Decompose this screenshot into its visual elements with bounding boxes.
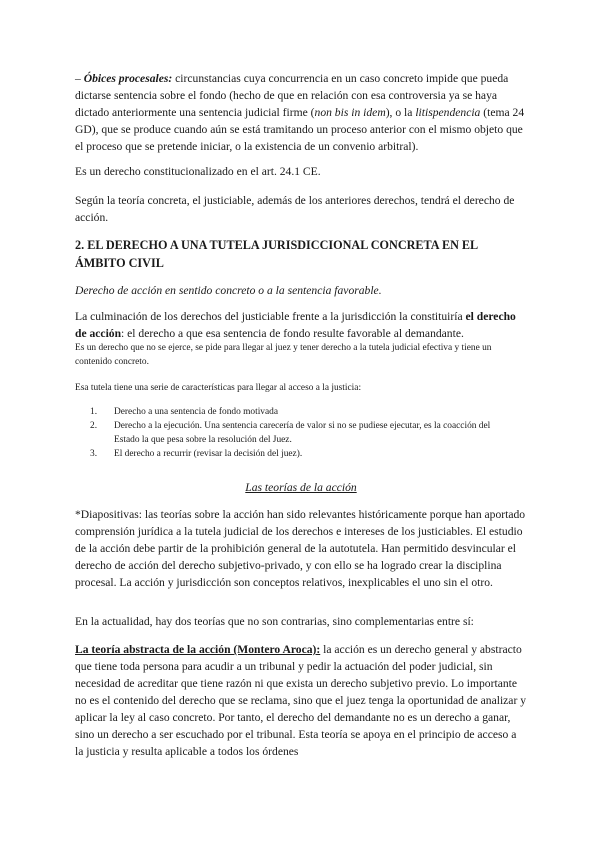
term-obices: Óbices procesales: [83,72,173,85]
text-segment: La culminación de los derechos del justiciable frente a la jurisdicción la constituiría [75,310,466,323]
italic-term: litispendencia [415,106,481,119]
list-number: 3. [90,449,98,459]
list-text: Derecho a la ejecución. Una sentencia carecería de valor si no se pudiese ejecutar, es la coacción del Estado la que pesa sobre la resolución del Juez. [114,421,491,445]
text-segment: ), o la [385,106,416,119]
paragraph-obices [75,70,527,155]
paragraph-actualidad: En la actualidad, hay dos teorías que no son contrarias, sino complementarias entre sí: [75,615,474,628]
list-number: 2. [90,421,98,431]
dash: – [75,72,84,85]
characteristics-list [90,405,510,461]
list-number: 1. [90,407,98,417]
paragraph-teoria-abstracta [75,641,527,760]
term-teoria-abstracta: La teoría abstracta de la acción (Montero Aroca): [75,643,321,656]
bold-term: el derecho de acción [75,310,516,340]
list-text: El derecho a recurrir (revisar la decisión del juez). [114,449,303,459]
subheading-text: Derecho de acción en sentido concreto o a la sentencia favorable. [75,284,382,297]
paragraph-constitucional: Es un derecho constitucionalizado en el art. 24.1 CE. [75,165,321,178]
section-title [75,479,527,496]
text-segment: : el derecho a que esa sentencia de fondo resulte favorable al demandante. [121,327,464,340]
text-segment: la acción es un derecho general y abstracto que tiene toda persona para acudir a un tribunal y pedir la actuación del poder judicial, sin necesidad de acreditar que tiene razón ni que exista un derecho subjetivo previo. Lo importante no es el contenido del derecho que se reclama, sino que el juez tenga la oportunidad de analizar y aplicar la ley al caso concreto. Por tanto, el derecho del demandante no es un derecho a ganar, sino un derecho a ser escuchado por el tribunal. Esta teoría se apoya en el principio de acceso a la justicia y resulta aplicable a todos los órdenes [75,643,527,758]
list-item [90,447,510,461]
text-segment: circunstancias cuya concurrencia en un caso concreto impide que pueda dictarse sentencia sobre el fondo (hecho de que en relación con esa controversia ya se haya dictado anteriormente una sentencia judicial firme ( [75,72,509,119]
paragraph-teoria-concreta: Según la teoría concreta, el justiciable, además de los anteriores derechos, tendrá el derecho de acción. [75,194,515,224]
section-heading-2: 2. EL DERECHO A UNA TUTELA JURISDICCIONAL CONCRETA EN EL ÁMBITO CIVIL [75,238,478,270]
text-segment: (tema 24 GD), que se produce cuando aún se está tramitando un proceso anterior con el mismo objeto que el proceso que se pretende iniciar, o la existencia de un convenio arbitral). [75,106,525,153]
list-item [90,419,510,447]
paragraph-small-1: Es un derecho que no se ejerce, se pide para llegar al juez y tener derecho a la tutela judicial efectiva y tiene un contenido concreto. [75,343,492,367]
paragraph-culminacion [75,308,527,342]
subheading-italic [75,282,527,299]
paragraph-small-2: Esa tutela tiene una serie de características para llegar al acceso a la justicia: [75,383,362,393]
section-title-text: Las teorías de la acción [245,481,357,494]
list-text: Derecho a una sentencia de fondo motivada [114,407,278,417]
italic-term: non bis in idem [314,106,386,119]
paragraph-diapositivas: *Diapositivas: las teorías sobre la acción han sido relevantes históricamente porque han aportado comprensión jurídica a la tutela judicial de los derechos e intereses de los justiciables. El estudio de la acción debe partir de la prohibición general de la autotutela. Han permitido desvincular el derecho de acción del derecho subjetivo-privado, y con ello se ha logrado crear la disciplina procesal. La acción y jurisdicción son conceptos relativos, inexplicables el uno sin el otro. [75,508,526,589]
list-item [90,405,510,419]
